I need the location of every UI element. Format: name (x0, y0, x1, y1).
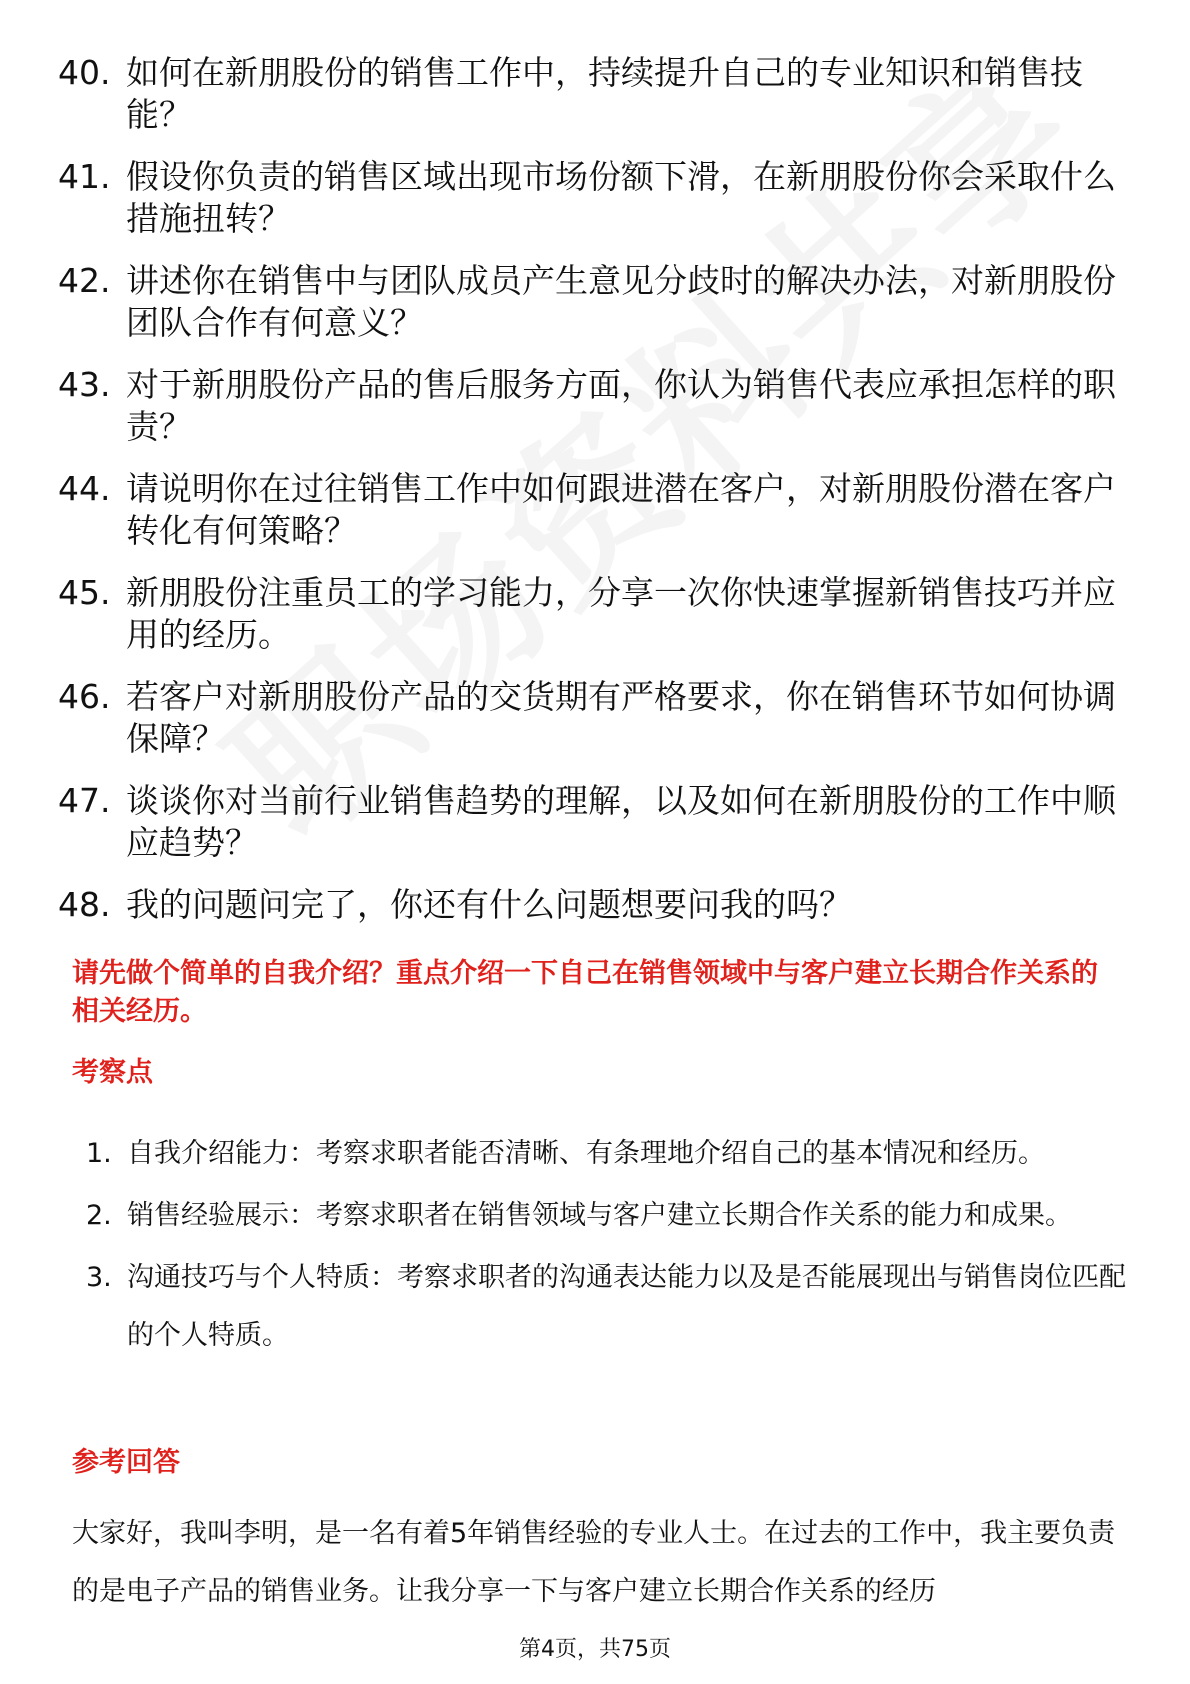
list-item (72, 1125, 1132, 1183)
item-number: 41. (58, 157, 111, 196)
item-number: 48. (58, 885, 111, 924)
item-number: 1. (86, 1138, 112, 1169)
item-text: 沟通技巧与个人特质：考察求职者的沟通表达能力以及是否能展现出与销售岗位匹配的个人特质。 (127, 1262, 1126, 1351)
item-number: 2. (86, 1200, 112, 1231)
page-footer: 第4页，共75页 (519, 1637, 671, 1662)
item-text: 谈谈你对当前行业销售趋势的理解，以及如何在新朋股份的工作中顺应趋势？ (126, 781, 1116, 862)
item-text: 如何在新朋股份的销售工作中，持续提升自己的专业知识和销售技能？ (126, 53, 1083, 134)
list-item (58, 260, 1128, 344)
item-text: 讲述你在销售中与团队成员产生意见分歧时的解决办法，对新朋股份团队合作有何意义？ (126, 261, 1116, 342)
item-number: 42. (58, 261, 111, 300)
item-text: 若客户对新朋股份产品的交货期有严格要求，你在销售环节如何协调保障？ (126, 677, 1116, 758)
item-text: 销售经验展示：考察求职者在销售领域与客户建立长期合作关系的能力和成果。 (127, 1200, 1072, 1231)
item-text: 我的问题问完了，你还有什么问题想要问我的吗？ (126, 885, 852, 924)
list-item (58, 468, 1128, 552)
list-item (58, 52, 1128, 136)
item-text: 假设你负责的销售区域出现市场份额下滑，在新朋股份你会采取什么措施扭转？ (126, 157, 1116, 238)
item-number: 47. (58, 781, 111, 820)
list-item (58, 156, 1128, 240)
item-number: 46. (58, 677, 111, 716)
item-text: 自我介绍能力：考察求职者能否清晰、有条理地介绍自己的基本情况和经历。 (127, 1138, 1045, 1169)
answer-label: 参考回答 (72, 1447, 180, 1478)
item-number: 44. (58, 469, 111, 508)
answer-text: 大家好，我叫李明，是一名有着5年销售经验的专业人士。在过去的工作中，我主要负责的是电子产品的销售业务。让我分享一下与客户建立长期合作关系的经历 (72, 1518, 1116, 1607)
list-item (58, 364, 1128, 448)
list-item (58, 780, 1128, 864)
list-item (58, 572, 1128, 656)
item-number: 45. (58, 573, 111, 612)
item-number: 40. (58, 53, 111, 92)
item-text: 新朋股份注重员工的学习能力，分享一次你快速掌握新销售技巧并应用的经历。 (126, 573, 1116, 654)
list-item (58, 884, 1128, 926)
item-number: 43. (58, 365, 111, 404)
list-item (58, 676, 1128, 760)
points-label: 考察点 (72, 1057, 153, 1088)
item-number: 3. (86, 1262, 112, 1293)
list-item (72, 1249, 1132, 1365)
item-text: 对于新朋股份产品的售后服务方面，你认为销售代表应承担怎样的职责？ (126, 365, 1116, 446)
section-title: 请先做个简单的自我介绍？重点介绍一下自己在销售领域中与客户建立长期合作关系的相关经历。 (72, 958, 1098, 1027)
points-list (72, 1125, 1132, 1369)
question-list (58, 52, 1128, 946)
item-text: 请说明你在过往销售工作中如何跟进潜在客户，对新朋股份潜在客户转化有何策略？ (126, 469, 1116, 550)
list-item (72, 1187, 1132, 1245)
